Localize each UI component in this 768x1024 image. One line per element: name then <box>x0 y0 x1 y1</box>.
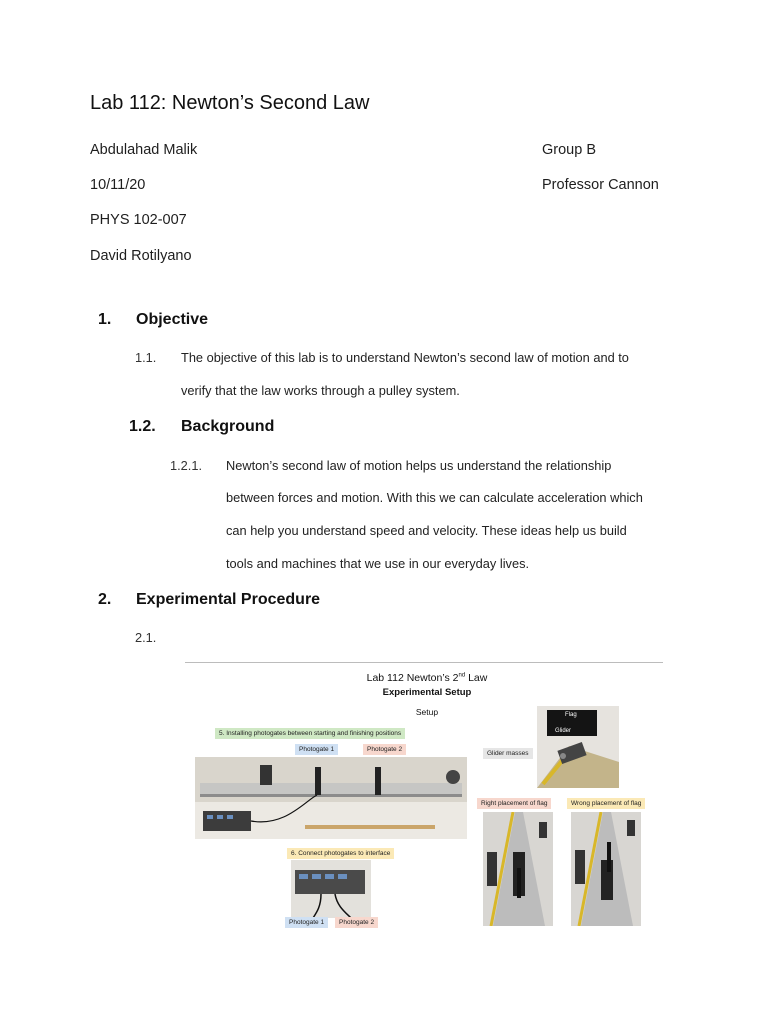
wrong-placement-photo <box>571 812 641 926</box>
right-placement-graphic <box>483 812 553 926</box>
glider-photo <box>537 706 619 788</box>
figure-subtitle: Setup <box>415 707 439 717</box>
course-code: PHYS 102-007 <box>90 212 187 228</box>
wrong-placement-label: Wrong placement of flag <box>567 798 645 809</box>
page-title: Lab 112: Newton’s Second Law <box>90 92 370 114</box>
background-line-3: can help you understand speed and velocity. These ideas help us build <box>226 523 627 538</box>
interface-photo-graphic <box>291 860 371 918</box>
section-2-title: Experimental Procedure <box>136 591 321 608</box>
glider-label: Glider <box>555 728 572 734</box>
item-1-2-1-number: 1.2.1. <box>170 458 203 473</box>
photogate-1-label: Photogate 1 <box>295 744 338 755</box>
item-2-1-number: 2.1. <box>135 630 157 645</box>
wrong-placement-graphic <box>571 812 641 926</box>
group-label: Group B <box>542 142 596 158</box>
section-1-2-title: Background <box>181 418 275 435</box>
connect-photogates-label: 6. Connect photogates to interface <box>287 848 394 859</box>
background-line-2: between forces and motion. With this we can calculate acceleration which <box>226 490 643 505</box>
section-1-title: Objective <box>136 311 209 328</box>
figure-title-line-2: Experimental Setup <box>382 687 472 698</box>
install-photogates-label: 5. Installing photogates between starting and finishing positions <box>215 728 405 739</box>
figure-title-line-1: Lab 112 Newton’s 2nd Law <box>366 672 488 684</box>
objective-line-1: The objective of this lab is to understand Newton’s second law of motion and to <box>181 350 629 365</box>
author-name: Abdulahad Malik <box>90 142 198 158</box>
flag-label: Flag <box>565 712 577 718</box>
right-placement-photo <box>483 812 553 926</box>
objective-line-2: verify that the law works through a pulley system. <box>181 383 460 398</box>
photogate-2-bottom-label: Photogate 2 <box>335 917 378 928</box>
glider-photo-graphic <box>537 706 619 788</box>
item-1-1-number: 1.1. <box>135 350 157 365</box>
section-1-2-number: 1.2. <box>129 418 156 435</box>
partner-name: David Rotilyano <box>90 248 192 264</box>
figure-top-rule <box>185 662 663 663</box>
section-1-number: 1. <box>98 311 112 328</box>
glider-masses-label: Glider masses <box>483 748 533 759</box>
photogate-2-label: Photogate 2 <box>363 744 406 755</box>
interface-photo <box>291 860 371 918</box>
date-text: 10/11/20 <box>90 177 146 193</box>
track-photo <box>195 757 467 839</box>
experimental-setup-figure <box>185 662 663 944</box>
track-photo-graphic <box>195 757 467 839</box>
background-line-1: Newton’s second law of motion helps us understand the relationship <box>226 458 612 473</box>
right-placement-label: Right placement of flag <box>477 798 551 809</box>
background-line-4: tools and machines that we use in our everyday lives. <box>226 556 530 571</box>
section-2-number: 2. <box>98 591 112 608</box>
professor-name: Professor Cannon <box>542 177 659 193</box>
photogate-1-bottom-label: Photogate 1 <box>285 917 328 928</box>
